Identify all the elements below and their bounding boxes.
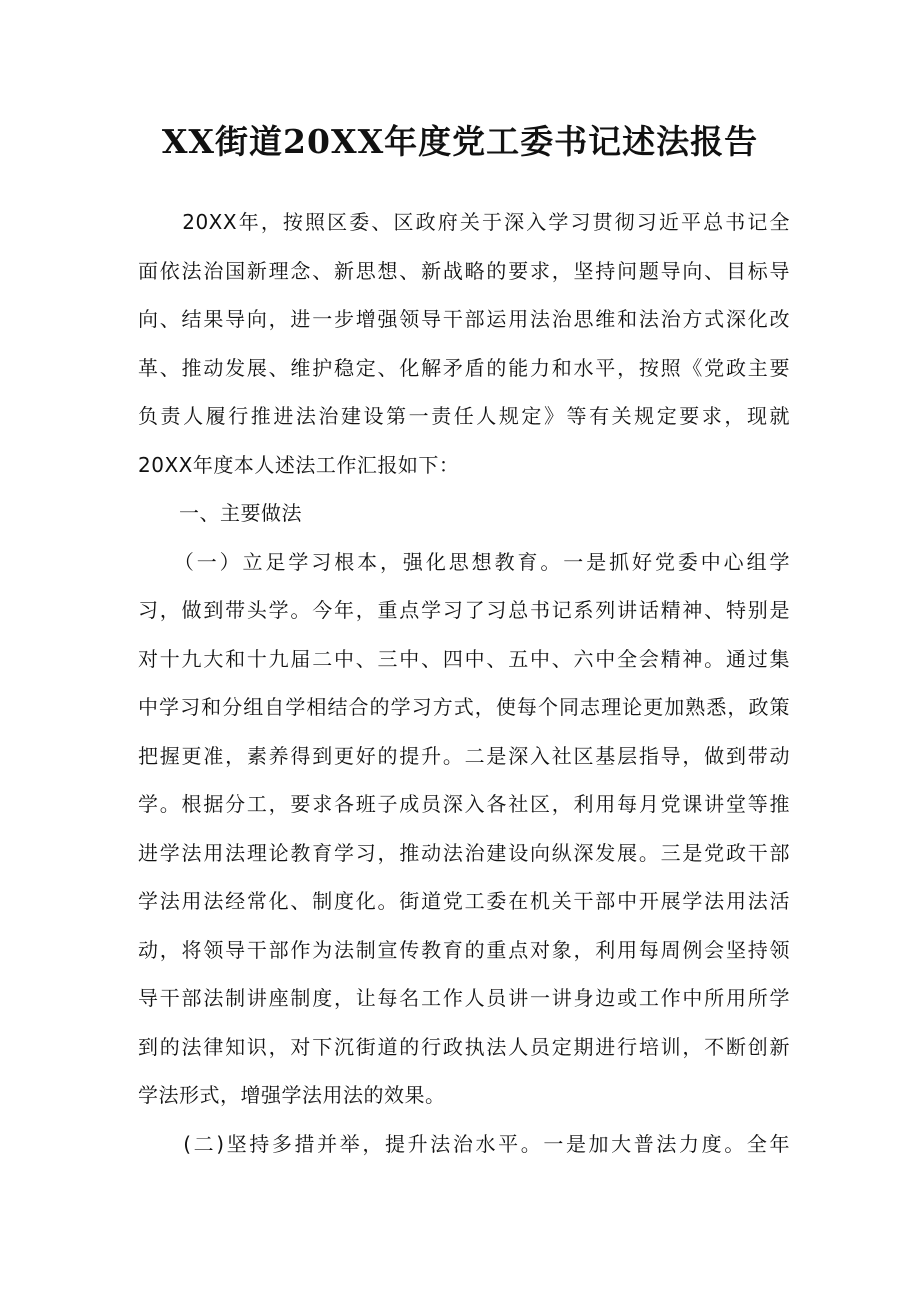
paragraph-line: 一、主要做法 — [138, 501, 302, 525]
paragraph-line: 对十九大和十九届二中、三中、四中、五中、六中全会精神。通过集 — [138, 646, 790, 671]
paragraph-line: 革、推动发展、维护稳定、化解矛盾的能力和水平，按照《党政主要 — [138, 355, 790, 380]
paragraph-line: 习，做到带头学。今年，重点学习了习总书记系列讲话精神、特别是 — [138, 598, 790, 622]
paragraph-line: （一）立足学习根本，强化思想教育。一是抓好党委中心组学 — [138, 549, 790, 574]
paragraph-line: 学法形式，增强学法用法的效果。 — [138, 1083, 446, 1107]
paragraph-line: 20XX年，按照区委、区政府关于深入学习贯彻习近平总书记全 — [138, 210, 790, 234]
document-title: XX街道20XX年度党工委书记述法报告 — [161, 122, 759, 161]
document-body — [138, 198, 790, 1168]
paragraph-line: 中学习和分组自学相结合的学习方式，使每个同志理论更加熟悉，政策 — [138, 695, 790, 719]
paragraph-line: 负责人履行推进法治建设第一责任人规定》等有关规定要求，现就 — [138, 404, 790, 428]
paragraph-line: 把握更准，素养得到更好的提升。二是深入社区基层指导，做到带动 — [138, 743, 790, 768]
paragraph-line: 面依法治国新理念、新思想、新战略的要求，坚持问题导向、目标导 — [138, 258, 790, 283]
paragraph-line: (二)坚持多措并举，提升法治水平。一是加大普法力度。全年 — [138, 1131, 790, 1156]
paragraph-line: 学法用法经常化、制度化。街道党工委在机关干部中开展学法用法活 — [138, 889, 790, 913]
paragraph-line: 到的法律知识，对下沉街道的行政执法人员定期进行培训，不断创新 — [138, 1034, 790, 1059]
paragraph-line: 导干部法制讲座制度，让每名工作人员讲一讲身边或工作中所用所学 — [138, 986, 790, 1010]
paragraph-line: 向、结果导向，进一步增强领导干部运用法治思维和法治方式深化改 — [138, 307, 790, 331]
paragraph-line: 进学法用法理论教育学习，推动法治建设向纵深发展。三是党政干部 — [138, 840, 790, 865]
paragraph-line: 学。根据分工，要求各班子成员深入各社区，利用每月党课讲堂等推 — [138, 792, 790, 816]
paragraph-line: 动，将领导干部作为法制宣传教育的重点对象，利用每周例会坚持领 — [138, 937, 790, 962]
paragraph-line: 20XX年度本人述法工作汇报如下： — [138, 452, 460, 477]
